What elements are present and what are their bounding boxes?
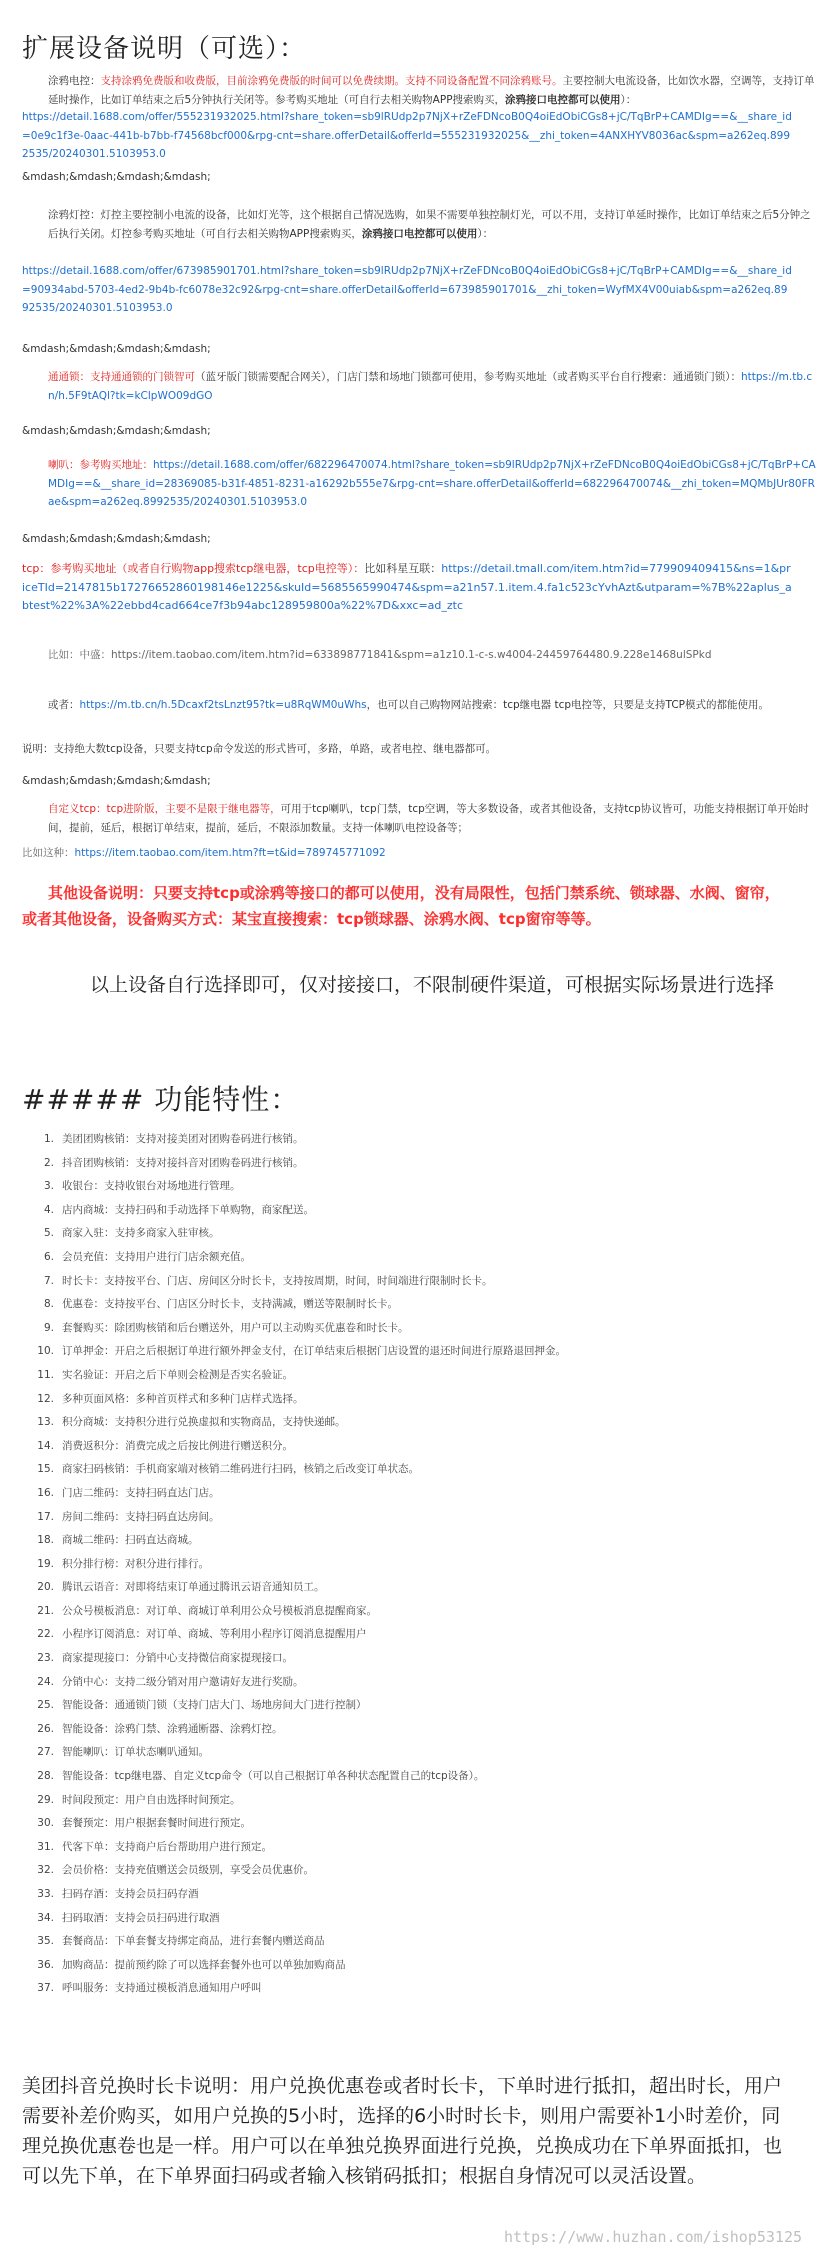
feature-text: 套餐购买：除团购核销和后台赠送外，用户可以主动购买优惠卷和时长卡。 <box>62 1321 409 1334</box>
feature-number: 25. <box>37 1699 54 1712</box>
feature-item <box>22 1836 792 1860</box>
feature-number: 14. <box>37 1439 54 1452</box>
feature-text: 积分排行榜：对积分进行排行。 <box>62 1557 209 1570</box>
feature-item <box>22 1222 792 1246</box>
feature-text: 积分商城：支持积分进行兑换虚拟和实物商品，支持快递邮。 <box>62 1416 346 1429</box>
feature-item <box>22 1246 792 1270</box>
feature-number: 19. <box>37 1557 54 1570</box>
feature-number: 7. <box>43 1274 54 1287</box>
tuya-light-link[interactable]: https://detail.1688.com/offer/673985901701.html?share_token=sb9lRUdp2p7NjX+rZeFDNcoB0Q4oiEdObiCGs8+jC/TqBrP+CAMDIg==&__share_id=90934abd-5703-4ed2-9b4b-fc6078e32c92&rpg-cnt=share.offerDetail&offerId=673985901701&__zhi_token=WyfMX4V00uiab&spm=a262eq.8992535/20240301.5103953.0 <box>22 265 792 314</box>
feature-item <box>22 1907 792 1931</box>
feature-text: 美团团购核销：支持对接美团对团购卷码进行核销。 <box>62 1133 304 1145</box>
feature-item <box>22 1977 792 2001</box>
feature-text: 优惠卷：支持按平台、门店区分时长卡，支持满减，赠送等限制时长卡。 <box>62 1298 398 1311</box>
feature-number: 5. <box>43 1227 54 1240</box>
feature-number: 12. <box>37 1392 54 1405</box>
ttlock-highlight: 通通锁：支持通通锁的门锁智可 <box>48 371 195 383</box>
tcp-alt-link[interactable]: https://m.tb.cn/h.5Dcaxf2tsLnzt95?tk=u8RqWM0uWhs <box>79 699 367 711</box>
feature-number: 17. <box>37 1510 54 1523</box>
tcp-alt-text: ，也可以自己购物网站搜索：tcp继电器 tcp电控等，只要是支持TCP模式的都能使用。 <box>366 699 769 711</box>
tuya-power-label: 涂鸦电控： <box>48 75 101 87</box>
feature-number: 8. <box>43 1298 54 1311</box>
feature-text: 抖音团购核销：支持对接抖音对团购卷码进行核销。 <box>62 1156 304 1169</box>
feature-text: 智能设备：涂鸦门禁、涂鸦通断器、涂鸦灯控。 <box>62 1722 283 1735</box>
feature-item <box>22 1954 792 1978</box>
feature-item <box>22 1812 792 1836</box>
feature-text: 订单押金：开启之后根据订单进行额外押金支付，在订单结束后根据门店设置的退还时间进行原路退回押金。 <box>62 1345 566 1358</box>
feature-item <box>22 1529 792 1553</box>
feature-text: 套餐商品：下单套餐支持绑定商品，进行套餐内赠送商品 <box>62 1935 325 1948</box>
feature-text: 商城二维码：扫码直达商城。 <box>62 1534 199 1547</box>
feature-item <box>22 1128 792 1152</box>
feature-text: 房间二维码：支持扫码直达房间。 <box>62 1510 220 1523</box>
feature-number: 30. <box>37 1817 54 1830</box>
feature-text: 公众号模板消息：对订单、商城订单利用公众号模板消息提醒商家。 <box>62 1604 377 1617</box>
feature-text: 商家入驻：支持多商家入驻审核。 <box>62 1227 220 1240</box>
feature-text: 时长卡：支持按平台、门店、房间区分时长卡，支持按周期，时间，时间端进行限制时长卡。 <box>62 1274 493 1287</box>
feature-number: 33. <box>37 1888 54 1900</box>
feature-number: 26. <box>37 1722 54 1735</box>
separator: &mdash;&mdash;&mdash;&mdash; <box>22 425 211 437</box>
feature-text: 腾讯云语音：对即将结束订单通过腾讯云语音通知员工。 <box>62 1581 325 1594</box>
features-list <box>22 1128 792 2001</box>
tuya-power-paragraph <box>22 72 818 109</box>
feature-number: 15. <box>37 1463 54 1476</box>
feature-item <box>22 1741 792 1765</box>
tuya-power-highlight: 支持涂鸦免费版和收费版，目前涂鸦免费版的时间可以免费续期。支持不同设备配置不同涂鸦账号。 <box>100 75 563 87</box>
feature-item <box>22 1647 792 1671</box>
feature-number: 24. <box>37 1675 54 1688</box>
feature-item <box>22 1270 792 1294</box>
speaker-paragraph <box>22 456 818 512</box>
ttlock-paragraph <box>22 368 818 405</box>
tcp-highlight: tcp：参考购买地址（或者自行购物app搜索tcp继电器，tcp电控等）： <box>22 562 365 575</box>
feature-item <box>22 1364 792 1388</box>
feature-number: 37. <box>37 1982 54 1995</box>
tuya-light-bold: 涂鸦接口电控都可以使用 <box>361 227 478 240</box>
features-heading: ##### 功能特性： <box>22 1083 300 1116</box>
feature-item <box>22 1435 792 1459</box>
feature-item <box>22 1411 792 1435</box>
tuya-light-paragraph <box>22 206 818 243</box>
feature-number: 18. <box>37 1534 54 1547</box>
feature-number: 9. <box>43 1321 54 1334</box>
feature-text: 时间段预定：用户自由选择时间预定。 <box>62 1793 241 1806</box>
other-devices-note: 其他设备说明：只要支持tcp或涂鸦等接口的都可以使用，没有局限性，包括门禁系统、锁球器、水阀、窗帘，或者其他设备，设备购买方式：某宝直接搜索：tcp锁球器、涂鸦水阀、tcp窗帘等等。 <box>22 884 780 928</box>
tcp-note: 说明：支持绝大数tcp设备，只要支持tcp命令发送的形式皆可，多路，单路，或者电控、继电器都可。 <box>22 743 497 755</box>
feature-text: 分销中心：支持二级分销对用户邀请好友进行奖励。 <box>62 1675 304 1688</box>
feature-text: 智能喇叭：订单状态喇叭通知。 <box>62 1746 209 1759</box>
feature-text: 实名验证：开启之后下单则会检测是否实名验证。 <box>62 1368 293 1381</box>
feature-number: 2. <box>43 1156 54 1169</box>
feature-text: 门店二维码：支持扫码直达门店。 <box>62 1486 220 1499</box>
feature-number: 4. <box>43 1203 54 1216</box>
custom-tcp-example <box>22 844 792 863</box>
feature-number: 32. <box>37 1864 54 1877</box>
tuya-power-link[interactable]: https://detail.1688.com/offer/555231932025.html?share_token=sb9lRUdp2p7NjX+rZeFDNcoB0Q4oiEdObiCGs8+jC/TqBrP+CAMDIg==&__share_id=0e9c1f3e-0aac-441b-b7bb-f74568bcf000&rpg-cnt=share.offerDetail&offerId=555231932025&__zhi_token=4ANXHYV8036ac&spm=a262eq.8992535/20240301.5103953.0 <box>22 111 792 160</box>
feature-number: 36. <box>37 1958 54 1971</box>
feature-item <box>22 1765 792 1789</box>
feature-text: 套餐预定：用户根据套餐时间进行预定。 <box>62 1817 251 1830</box>
feature-number: 3. <box>43 1180 54 1193</box>
feature-item <box>22 1482 792 1506</box>
tuya-power-bold: 涂鸦接口电控都可以使用 <box>505 93 621 106</box>
custom-tcp-paragraph <box>22 800 818 837</box>
conversion-note: 美团抖音兑换时长卡说明：用户兑换优惠卷或者时长卡，下单时进行抵扣，超出时长，用户需要补差价购买，如用户兑换的5小时，选择的6小时时长卡，则用户需要补1小时差价，同理兑换优惠卷也是一样。用户可以在单独兑换界面进行兑换，兑换成功在下单界面抵扣，也可以先下单，在下单界面扫码或者输入核销码抵扣；根据自身情况可以灵活设置。 <box>22 2075 783 2187</box>
feature-number: 1. <box>43 1133 54 1145</box>
custom-tcp-highlight: 自定义tcp：tcp进阶版，主要不是限于继电器等， <box>48 803 281 815</box>
tcp-paragraph <box>22 560 792 616</box>
feature-text: 扫码取酒：支持会员扫码进行取酒 <box>62 1911 220 1924</box>
feature-item <box>22 1694 792 1718</box>
feature-number: 23. <box>37 1652 54 1665</box>
tuya-power-text: 主要控制大电流设备，比如饮水器，空调等，支持订单延时操作，比如订单结束之后5分钟执行关闭等。参考购买地址（可自行去相关购物APP搜索购买， <box>48 75 815 106</box>
tcp-text: 比如科星互联： <box>364 562 442 575</box>
separator: &mdash;&mdash;&mdash;&mdash; <box>22 343 211 355</box>
feature-item <box>22 1152 792 1176</box>
feature-item <box>22 1859 792 1883</box>
feature-item <box>22 1671 792 1695</box>
feature-text: 消费返积分：消费完成之后按比例进行赠送积分。 <box>62 1439 293 1452</box>
feature-item <box>22 1317 792 1341</box>
feature-item <box>22 1175 792 1199</box>
tuya-light-close: ）： <box>477 227 494 240</box>
feature-item <box>22 1930 792 1954</box>
feature-number: 31. <box>37 1840 54 1853</box>
feature-text: 多种页面风格：多种首页样式和多种门店样式选择。 <box>62 1392 304 1405</box>
feature-item <box>22 1388 792 1412</box>
tcp-alt-paragraph <box>22 696 818 715</box>
feature-item <box>22 1718 792 1742</box>
tcp-alt-pre: 或者： <box>48 699 80 711</box>
feature-item <box>22 1883 792 1907</box>
separator: &mdash;&mdash;&mdash;&mdash; <box>22 775 211 787</box>
tcp-example: 比如：中盛：https://item.taobao.com/item.htm?id=633898771841&spm=a1z10.1-c-s.w4004-24459764480.9.228e1468ulSPkd <box>48 649 712 661</box>
feature-number: 13. <box>37 1416 54 1429</box>
feature-text: 会员价格：支持充值赠送会员级别，享受会员优惠价。 <box>62 1864 314 1877</box>
feature-item <box>22 1506 792 1530</box>
feature-number: 28. <box>37 1770 54 1783</box>
feature-text: 会员充值：支持用户进行门店余额充值。 <box>62 1250 251 1263</box>
page-title: 扩展设备说明（可选）： <box>22 34 307 64</box>
feature-text: 店内商城：支持扫码和手动选择下单购物，商家配送。 <box>62 1203 314 1216</box>
feature-number: 29. <box>37 1793 54 1806</box>
feature-item <box>22 1623 792 1647</box>
feature-text: 小程序订阅消息：对订单、商城、等利用小程序订阅消息提醒用户 <box>62 1628 367 1641</box>
separator: &mdash;&mdash;&mdash;&mdash; <box>22 533 211 545</box>
feature-item <box>22 1789 792 1813</box>
feature-text: 呼叫服务：支持通过模板消息通知用户呼叫 <box>62 1982 262 1995</box>
tcp-link[interactable]: https://detail.tmall.com/item.htm?id=779909409415&ns=1&priceTId=2147815b17276652860198146e1225&skuId=5685565990474&spm=a21n57.1.item.4.fa1c523cYvhAzt&utparam=%7B%22aplus_abtest%22%3A%22ebbd4cad664ce7f3b94abc128959800a%22%7D&xxc=ad_ztc <box>22 562 792 612</box>
feature-number: 6. <box>43 1250 54 1263</box>
feature-item <box>22 1199 792 1223</box>
feature-text: 商家提现接口：分销中心支持微信商家提现接口。 <box>62 1652 293 1665</box>
feature-text: 扫码存酒：支持会员扫码存酒 <box>62 1888 199 1900</box>
feature-number: 20. <box>37 1581 54 1594</box>
feature-item <box>22 1293 792 1317</box>
feature-number: 21. <box>37 1604 54 1617</box>
watermark: https://www.huzhan.com/ishop53125 <box>503 2228 802 2246</box>
feature-item <box>22 1553 792 1577</box>
speaker-link[interactable]: https://detail.1688.com/offer/682296470074.html?share_token=sb9lRUdp2p7NjX+rZeFDNcoB0Q4oiEdObiCGs8+jC/TqBrP+CAMDIg==&__share_id=28369085-b31f-4851-8231-a16292b555e7&rpg-cnt=share.offerDetail&offerId=682296470074&__zhi_token=MQMbJUr80FRae&spm=a262eq.8992535/20240301.5103953.0 <box>48 459 816 508</box>
feature-number: 16. <box>37 1486 54 1499</box>
feature-number: 11. <box>37 1368 54 1381</box>
feature-text: 商家扫码核销：手机商家端对核销二维码进行扫码，核销之后改变订单状态。 <box>62 1463 419 1476</box>
tuya-power-close: ）： <box>620 93 637 106</box>
feature-item <box>22 1600 792 1624</box>
feature-text: 代客下单：支持商户后台帮助用户进行预定。 <box>62 1840 272 1853</box>
custom-tcp-text: 可用于tcp喇叭，tcp门禁，tcp空调，等大多数设备，或者其他设备，支持tcp协议皆可，功能支持根据订单开始时间，提前，延后，根据订单结束，提前，延后，不限添加数量。支持一体喇叭电控设备等； <box>48 803 809 834</box>
tuya-light-label: 涂鸦灯控： <box>48 209 101 221</box>
feature-text: 智能设备：通通锁门锁（支持门店大门、场地房间大门进行控制） <box>62 1699 367 1712</box>
feature-item <box>22 1458 792 1482</box>
custom-tcp-example-link[interactable]: https://item.taobao.com/item.htm?ft=t&id=789745771092 <box>74 847 386 859</box>
feature-number: 35. <box>37 1935 54 1948</box>
ttlock-text: （蓝牙版门锁需要配合网关），门店门禁和场地门锁都可使用，参考购买地址（或者购买平台自行搜索：通通锁门锁）： <box>195 371 741 383</box>
feature-number: 22. <box>37 1628 54 1641</box>
custom-tcp-example-pre: 比如这种： <box>22 847 75 859</box>
feature-text: 收银台：支持收银台对场地进行管理。 <box>62 1180 241 1193</box>
speaker-highlight: 喇叭：参考购买地址： <box>48 459 153 471</box>
feature-text: 加购商品：提前预约除了可以选择套餐外也可以单独加购商品 <box>62 1958 346 1971</box>
devices-summary: 以上设备自行选择即可，仅对接接口，不限制硬件渠道，可根据实际场景进行选择 <box>90 974 775 996</box>
feature-item <box>22 1576 792 1600</box>
separator: &mdash;&mdash;&mdash;&mdash; <box>22 171 211 183</box>
feature-number: 34. <box>37 1911 54 1924</box>
feature-text: 智能设备：tcp继电器、自定义tcp命令（可以自己根据订单各种状态配置自己的tcp设备）。 <box>62 1770 485 1783</box>
tuya-light-text: 灯控主要控制小电流的设备，比如灯光等，这个根据自己情况选购，如果不需要单独控制灯光，可以不用，支持订单延时操作，比如订单结束之后5分钟之后执行关闭。灯控参考购买地址（可自行去相关购物APP搜索购买， <box>48 209 811 240</box>
feature-number: 10. <box>37 1345 54 1358</box>
feature-number: 27. <box>37 1746 54 1759</box>
feature-item <box>22 1340 792 1364</box>
ttlock-link[interactable]: https://m.tb.cn/h.5F9tAQl?tk=kClpWO09dGO <box>48 371 813 402</box>
